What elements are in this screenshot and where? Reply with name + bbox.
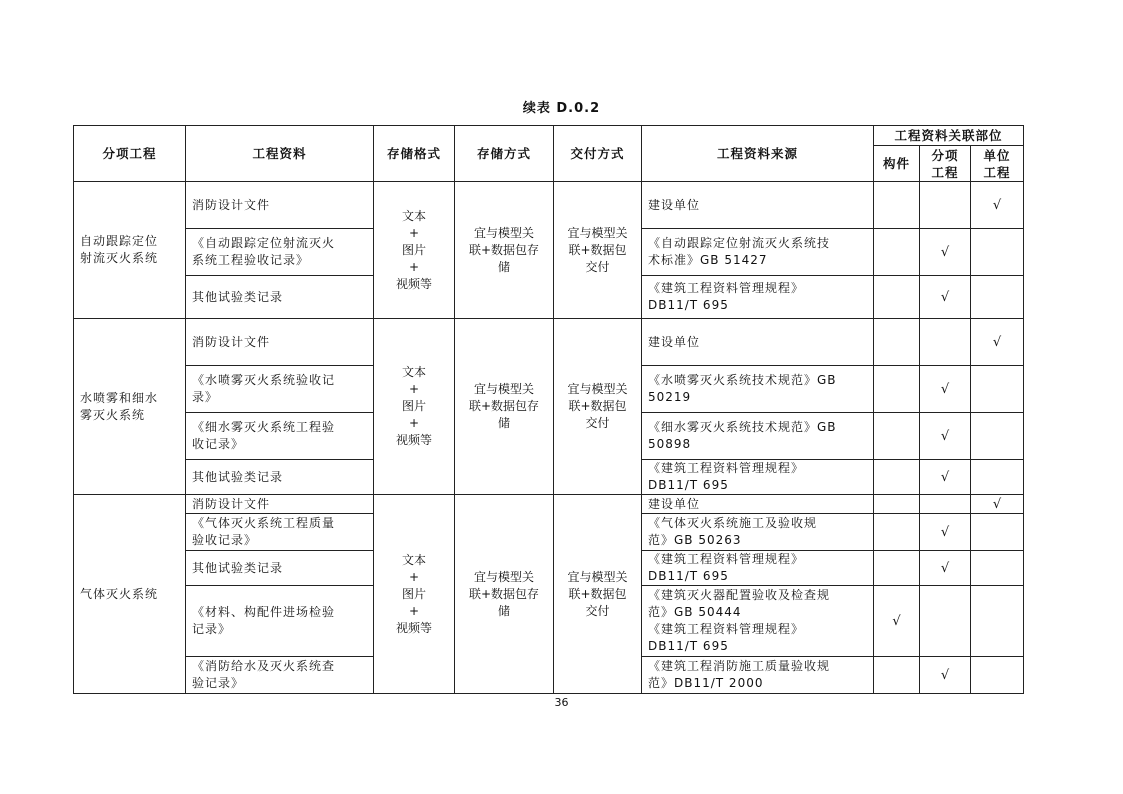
delivery-cell — [554, 495, 642, 694]
check-cell-unit — [971, 586, 1024, 657]
header-unit-line-1: 单位 — [983, 147, 1011, 163]
header-component: 构件 — [874, 146, 920, 182]
text-line: 视频等 — [395, 433, 432, 447]
text-line: 雾灭火系统 — [80, 407, 146, 422]
source-cell — [642, 276, 874, 319]
sub-project-name — [74, 182, 186, 319]
text-line: 其他试验类记录 — [192, 560, 284, 575]
text-line: 记录》 — [192, 622, 232, 636]
text-line: 《消防给水及灭火系统查 — [192, 659, 336, 673]
material-cell — [186, 276, 374, 319]
source-cell — [642, 366, 874, 413]
material-cell — [186, 319, 374, 366]
text-line: 《建筑灭火器配置验收及检查规 — [648, 588, 831, 602]
text-line: 验记录》 — [192, 676, 245, 690]
storage-format-cell — [374, 182, 455, 319]
material-cell — [186, 586, 374, 657]
text-line: 范》DB11/T 2000 — [648, 676, 764, 690]
check-cell-unit — [971, 657, 1024, 694]
material-cell — [186, 229, 374, 276]
text-line: 《建筑工程资料管理规程》 — [648, 552, 805, 566]
check-cell-comp — [874, 495, 920, 514]
text-line: 《细水雾灭火系统技术规范》GB — [648, 420, 837, 434]
table-row — [74, 182, 1024, 229]
text-line: 范》GB 50263 — [648, 533, 742, 547]
check-cell-comp — [874, 551, 920, 586]
text-line: + — [408, 225, 420, 240]
text-line: 图片 — [401, 242, 426, 257]
check-cell-unit — [971, 276, 1024, 319]
header-storage-method: 存储方式 — [455, 126, 554, 182]
text-line: 联+数据包 — [568, 399, 627, 413]
text-line: 消防设计文件 — [192, 496, 271, 511]
text-line: 宜与模型关 — [473, 225, 534, 240]
table-row — [74, 319, 1024, 366]
text-line: 图片 — [401, 586, 426, 601]
source-cell — [642, 514, 874, 551]
table-title: 续表 D.0.2 — [522, 101, 601, 116]
check-cell-sub: √ — [920, 276, 971, 319]
delivery-cell — [554, 182, 642, 319]
text-line: 文本 — [401, 365, 426, 379]
text-line: 建设单位 — [648, 496, 701, 511]
text-line: 《建筑工程资料管理规程》 — [648, 281, 805, 295]
text-line: 文本 — [401, 208, 426, 223]
text-line: 宜与模型关 — [567, 382, 628, 396]
text-line: DB11/T 695 — [648, 478, 729, 492]
text-line: 其他试验类记录 — [192, 469, 284, 484]
check-cell-comp — [874, 514, 920, 551]
header-assoc: 工程资料关联部位 — [874, 126, 1024, 146]
check-cell-unit: √ — [971, 319, 1024, 366]
text-line: 《建筑工程消防施工质量验收规 — [648, 659, 831, 673]
text-line: 消防设计文件 — [192, 197, 271, 212]
text-line: 射流灭火系统 — [80, 251, 159, 265]
check-cell-sub — [920, 319, 971, 366]
text-line: 《自动跟踪定位射流灭火系统技 — [648, 236, 831, 250]
text-line: 系统工程验收记录》 — [192, 253, 310, 267]
text-line: 水喷雾和细水 — [80, 390, 159, 405]
check-cell-sub — [920, 586, 971, 657]
text-line: 术标准》GB 51427 — [648, 253, 768, 267]
text-line: 《气体灭火系统施工及验收规 — [648, 516, 818, 530]
header-sub-item-line-2: 工程 — [931, 164, 959, 180]
text-line: 《水喷雾灭火系统验收记 — [192, 373, 336, 387]
text-line: 《材料、构配件进场检验 — [192, 605, 336, 619]
text-line: 《水喷雾灭火系统技术规范》GB — [648, 373, 837, 387]
text-line: 自动跟踪定位 — [80, 234, 159, 248]
text-line: 《建筑工程资料管理规程》 — [648, 461, 805, 475]
text-line: 视频等 — [395, 276, 432, 291]
storage-format-cell — [374, 319, 455, 495]
text-line: 储 — [497, 603, 510, 618]
text-line: 范》GB 50444 — [648, 605, 742, 619]
material-cell — [186, 495, 374, 514]
text-line: 储 — [497, 416, 510, 430]
text-line: 文本 — [401, 552, 426, 567]
text-line: DB11/T 695 — [648, 639, 729, 653]
check-cell-unit — [971, 514, 1024, 551]
text-line: 宜与模型关 — [473, 569, 534, 584]
check-cell-unit: √ — [971, 182, 1024, 229]
text-line: 联+数据包存 — [468, 242, 540, 257]
text-line: 收记录》 — [192, 437, 245, 451]
source-cell — [642, 182, 874, 229]
text-line: 交付 — [585, 416, 610, 430]
check-cell-unit — [971, 229, 1024, 276]
storage-method-cell — [455, 182, 554, 319]
check-cell-sub: √ — [920, 229, 971, 276]
check-cell-sub: √ — [920, 657, 971, 694]
source-cell — [642, 586, 874, 657]
material-cell — [186, 460, 374, 495]
check-cell-comp — [874, 319, 920, 366]
source-cell — [642, 460, 874, 495]
check-cell-comp — [874, 182, 920, 229]
text-line: 联+数据包存 — [468, 399, 540, 413]
material-cell — [186, 366, 374, 413]
text-line: 图片 — [401, 399, 426, 413]
text-line: 交付 — [585, 259, 610, 274]
material-cell — [186, 413, 374, 460]
data-table — [73, 125, 1024, 694]
text-line: 交付 — [585, 603, 610, 618]
check-cell-unit — [971, 413, 1024, 460]
text-line: 联+数据包 — [568, 242, 627, 257]
material-cell — [186, 657, 374, 694]
check-cell-comp — [874, 657, 920, 694]
material-cell — [186, 182, 374, 229]
material-cell — [186, 514, 374, 551]
header-unit-line-2: 工程 — [983, 164, 1011, 180]
text-line: 气体灭火系统 — [80, 586, 159, 601]
header-storage-format: 存储格式 — [374, 126, 455, 182]
source-cell — [642, 657, 874, 694]
check-cell-sub — [920, 182, 971, 229]
source-cell — [642, 319, 874, 366]
text-line: 《建筑工程资料管理规程》 — [648, 622, 805, 636]
header-delivery: 交付方式 — [554, 126, 642, 182]
sub-project-name — [74, 319, 186, 495]
text-line: 其他试验类记录 — [192, 289, 284, 304]
source-cell — [642, 495, 874, 514]
storage-format-cell — [374, 495, 455, 694]
text-line: 宜与模型关 — [567, 225, 628, 240]
text-line: 《气体灭火系统工程质量 — [192, 516, 336, 530]
page-number: 36 — [554, 696, 569, 709]
header-materials: 工程资料 — [186, 126, 374, 182]
text-line: 宜与模型关 — [473, 382, 534, 396]
text-line: + — [408, 569, 420, 584]
header-source: 工程资料来源 — [642, 126, 874, 182]
source-cell — [642, 229, 874, 276]
check-cell-comp — [874, 229, 920, 276]
text-line: DB11/T 695 — [648, 298, 729, 312]
check-cell-sub: √ — [920, 413, 971, 460]
text-line: 录》 — [192, 390, 219, 404]
check-cell-sub: √ — [920, 460, 971, 495]
text-line: 联+数据包存 — [468, 586, 540, 601]
text-line: 《自动跟踪定位射流灭火 — [192, 236, 336, 250]
check-cell-comp: √ — [874, 586, 920, 657]
text-line: 宜与模型关 — [567, 569, 628, 584]
check-cell-unit — [971, 551, 1024, 586]
check-cell-comp — [874, 413, 920, 460]
text-line: + — [408, 259, 420, 274]
header-sub-item — [920, 146, 971, 182]
text-line: 视频等 — [395, 620, 432, 635]
text-line: 消防设计文件 — [192, 334, 271, 349]
check-cell-sub: √ — [920, 366, 971, 413]
delivery-cell — [554, 319, 642, 495]
text-line: 储 — [497, 259, 510, 274]
text-line: 《细水雾灭火系统工程验 — [192, 420, 336, 434]
check-cell-comp — [874, 460, 920, 495]
text-line: 50219 — [648, 390, 692, 404]
sub-project-name — [74, 495, 186, 694]
text-line: 联+数据包 — [568, 586, 627, 601]
storage-method-cell — [455, 495, 554, 694]
source-cell — [642, 413, 874, 460]
text-line: 验收记录》 — [192, 533, 258, 547]
text-line: 50898 — [648, 437, 692, 451]
text-line: + — [408, 382, 420, 396]
check-cell-unit: √ — [971, 495, 1024, 514]
header-sub-item-line-1: 分项 — [931, 147, 959, 163]
header-sub-project: 分项工程 — [74, 126, 186, 182]
text-line: 建设单位 — [648, 334, 701, 349]
text-line: DB11/T 695 — [648, 569, 729, 583]
check-cell-sub — [920, 495, 971, 514]
check-cell-sub: √ — [920, 551, 971, 586]
material-cell — [186, 551, 374, 586]
text-line: 建设单位 — [648, 197, 701, 212]
table-row — [74, 495, 1024, 514]
check-cell-comp — [874, 276, 920, 319]
text-line: + — [408, 603, 420, 618]
check-cell-comp — [874, 366, 920, 413]
text-line: + — [408, 416, 420, 430]
source-cell — [642, 551, 874, 586]
check-cell-unit — [971, 366, 1024, 413]
header-unit — [971, 146, 1024, 182]
check-cell-unit — [971, 460, 1024, 495]
storage-method-cell — [455, 319, 554, 495]
check-cell-sub: √ — [920, 514, 971, 551]
